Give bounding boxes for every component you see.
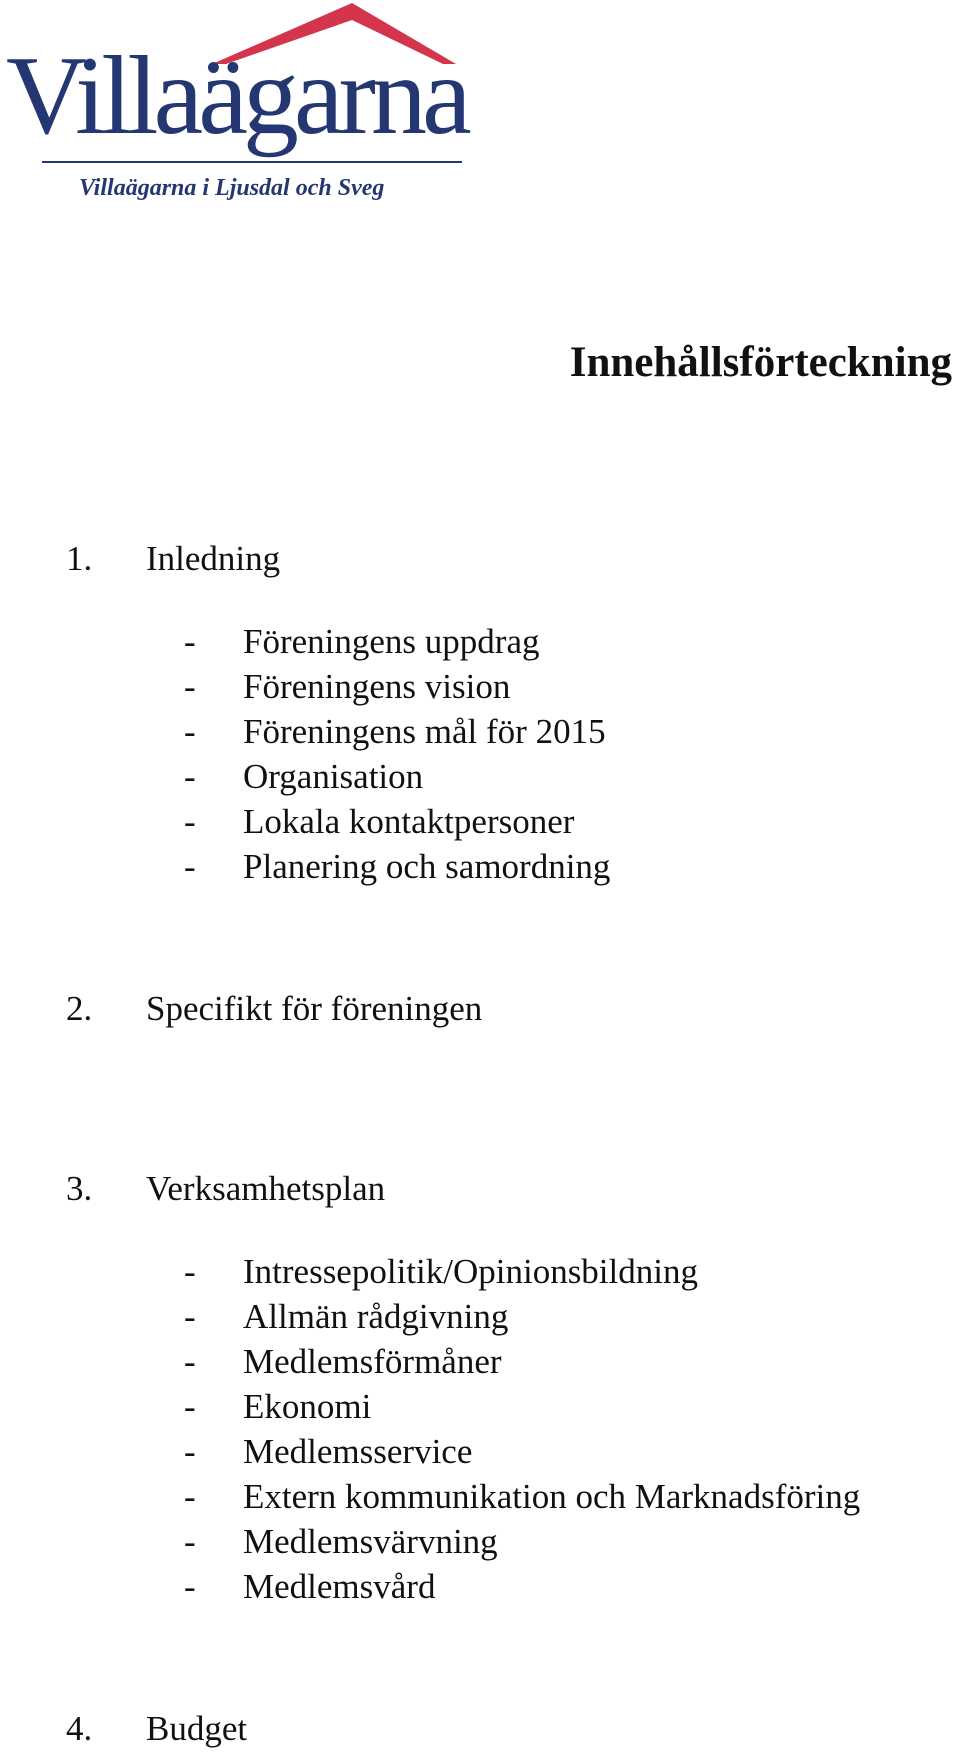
list-item	[184, 754, 610, 799]
toc-section-number: 1.	[66, 539, 93, 578]
list-item	[184, 1384, 860, 1429]
dash-bullet: -	[184, 847, 196, 886]
toc-section-2	[66, 991, 482, 1026]
toc-section-1	[66, 541, 280, 576]
villaagarna-logo	[0, 0, 480, 215]
list-item	[184, 1519, 860, 1564]
dash-bullet: -	[184, 1567, 196, 1606]
dash-bullet: -	[184, 1432, 196, 1471]
list-item	[184, 1429, 860, 1474]
list-item	[184, 1339, 860, 1384]
list-item-label: Medlemsvärvning	[243, 1522, 498, 1561]
dash-bullet: -	[184, 1387, 196, 1426]
list-item-label: Intressepolitik/Opinionsbildning	[243, 1252, 698, 1291]
list-item	[184, 709, 610, 754]
toc-section-label: Inledning	[146, 539, 281, 578]
list-item-label: Planering och samordning	[243, 847, 611, 886]
list-item-label: Medlemsservice	[243, 1432, 473, 1471]
list-item-label: Föreningens vision	[243, 667, 511, 706]
list-item-label: Medlemsförmåner	[243, 1342, 502, 1381]
toc-section-label: Verksamhetsplan	[146, 1169, 386, 1208]
toc-section-number: 4.	[66, 1709, 93, 1748]
list-item	[184, 799, 610, 844]
list-item	[184, 1294, 860, 1339]
toc-section-label: Budget	[146, 1709, 248, 1748]
list-item-label: Extern kommunikation och Marknadsföring	[243, 1477, 861, 1516]
list-item-label: Allmän rådgivning	[243, 1297, 509, 1336]
toc-section-3-items	[184, 1249, 860, 1609]
toc-section-4	[66, 1711, 247, 1746]
list-item-label: Ekonomi	[243, 1387, 372, 1426]
list-item-label: Föreningens mål för 2015	[243, 712, 606, 751]
toc-section-label: Specifikt för föreningen	[146, 989, 483, 1028]
dash-bullet: -	[184, 757, 196, 796]
toc-section-3	[66, 1171, 385, 1206]
list-item	[184, 664, 610, 709]
list-item-label: Lokala kontaktpersoner	[243, 802, 575, 841]
toc-section-number: 3.	[66, 1169, 93, 1208]
logo-subtitle: Villaägarna i Ljusdal och Sveg	[79, 175, 385, 201]
logo-divider	[42, 161, 462, 163]
dash-bullet: -	[184, 622, 196, 661]
list-item-label: Organisation	[243, 757, 424, 796]
dash-bullet: -	[184, 1297, 196, 1336]
list-item	[184, 844, 610, 889]
list-item	[184, 1474, 860, 1519]
list-item-label: Medlemsvård	[243, 1567, 436, 1606]
dash-bullet: -	[184, 1342, 196, 1381]
dash-bullet: -	[184, 1477, 196, 1516]
dash-bullet: -	[184, 802, 196, 841]
list-item	[184, 1564, 860, 1609]
toc-section-1-items	[184, 619, 610, 889]
dash-bullet: -	[184, 712, 196, 751]
list-item-label: Föreningens uppdrag	[243, 622, 540, 661]
list-item	[184, 619, 610, 664]
toc-section-number: 2.	[66, 989, 93, 1028]
dash-bullet: -	[184, 1252, 196, 1291]
list-item	[184, 1249, 860, 1294]
dash-bullet: -	[184, 667, 196, 706]
dash-bullet: -	[184, 1522, 196, 1561]
logo-wordmark: Villaägarna	[6, 34, 467, 158]
page-title: Innehållsförteckning	[569, 339, 952, 386]
